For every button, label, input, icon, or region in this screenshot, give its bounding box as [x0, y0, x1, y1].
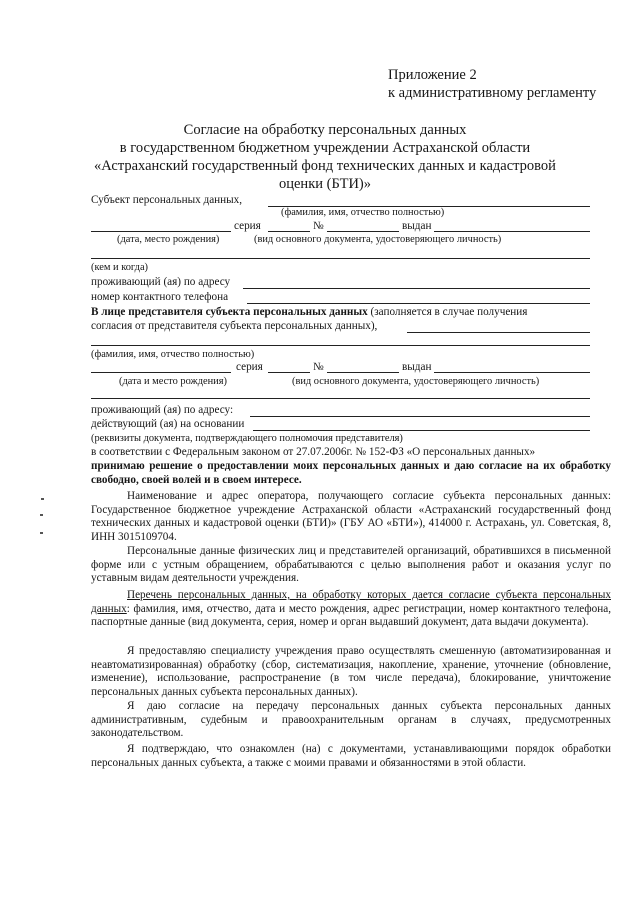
rep-fio-hint: (фамилия, имя, отчество полностью) — [91, 349, 255, 360]
address-field[interactable] — [243, 288, 590, 289]
number-field[interactable] — [327, 231, 399, 232]
rep-issued-field[interactable] — [434, 372, 590, 373]
operator-text: Наименование и адрес оператора, получающего согласие субъекта персональных данных: Государственное бюджетное учреждение Астраханской области «Астраханский государственный фонд технических данных и кадастровой оценки (БТИ)» (ГБУ АО «БТИ»), 414000 г. Астрахань, ул. Советская, 8, ИНН 3015109704. — [91, 490, 611, 543]
representative-note-2: согласия от представителя субъекта персональных данных), — [91, 320, 378, 332]
rep-birth-hint: (дата и место рождения) — [119, 376, 227, 387]
document-title-line-1: Согласие на обработку персональных данных — [183, 122, 467, 138]
birth-hint: (дата, место рождения) — [117, 234, 220, 245]
rep-acting-hint: (реквизиты документа, подтверждающего полномочия представителя) — [91, 433, 403, 444]
acknowledgement-text: Я подтверждаю, что ознакомлен (на) с документами, устанавливающими порядок обработки персональных данных субъекта, а также с моими правами и обязанностями в этой области. — [91, 743, 611, 769]
acknowledgement-paragraph — [91, 743, 611, 770]
transfer-paragraph — [91, 700, 611, 741]
rep-acting-label: действующий (ая) на основании — [91, 418, 245, 430]
consent-decision: принимаю решение о предоставлении моих персональных данных и даю согласие на их обработку свободно, своей волей и в своем интересе. — [91, 460, 611, 486]
representative-note: (заполняется в случае получения — [370, 306, 528, 318]
rep-number-field[interactable] — [327, 372, 399, 373]
doc-hint: (вид основного документа, удостоверяющего личность) — [254, 234, 502, 245]
issued-field[interactable] — [434, 231, 590, 232]
rep-series-field[interactable] — [268, 372, 310, 373]
transfer-text: Я даю согласие на передачу персональных данных субъекта персональных данных административным, судебным и правоохранительным органам в случаях, предусмотренных законодательством. — [91, 700, 611, 740]
series-field[interactable] — [268, 231, 310, 232]
document-title-line-4: оценки (БТИ)» — [278, 176, 371, 192]
scan-mark — [40, 532, 43, 534]
phone-field[interactable] — [247, 303, 590, 304]
appendix-number: Приложение 2 — [388, 67, 477, 83]
residing-label: проживающий (ая) по адресу — [91, 276, 231, 288]
processing-paragraph — [91, 645, 611, 699]
document-title-line-2: в государственном бюджетном учреждении Астраханской области — [119, 140, 531, 156]
appendix-reference: к административному регламенту — [388, 85, 597, 101]
representative-name-field-2[interactable] — [91, 345, 590, 346]
phone-label: номер контактного телефона — [91, 291, 229, 303]
representative-name-field[interactable] — [407, 332, 590, 333]
rep-residing-label: проживающий (ая) по адресу: — [91, 404, 234, 416]
rep-authority-field[interactable] — [253, 430, 590, 431]
fio-hint: (фамилия, имя, отчество полностью) — [281, 207, 445, 218]
rep-number-label: № — [313, 361, 324, 373]
rep-series-label: серия — [236, 361, 263, 373]
rep-issued-by-field[interactable] — [91, 398, 590, 399]
data-list-heading: Перечень персональных данных, на обработку которых дается согласие субъекта персональных данных — [91, 589, 611, 615]
birth-date-place-field[interactable] — [91, 231, 231, 232]
data-list-paragraph — [91, 589, 611, 630]
document-title-line-3: «Астраханский государственный фонд технических данных и кадастровой — [94, 158, 556, 174]
scan-mark — [41, 498, 44, 500]
scan-mark — [40, 514, 43, 516]
representative-heading: В лице представителя субъекта персональных данных — [91, 306, 368, 318]
rep-address-field[interactable] — [250, 416, 590, 417]
operator-paragraph — [91, 490, 611, 544]
subject-label: Субъект персональных данных, — [91, 194, 243, 206]
rep-birth-field[interactable] — [91, 372, 231, 373]
purpose-text: Персональные данные физических лиц и представителей организаций, обратившихся в письменной форме или с устным обращением, обрабатываются с целью выполнения работ и оказания услуг по уставным видам деятельности учреждения. — [91, 545, 611, 585]
law-reference: в соответствии с Федеральным законом от 27.07.2006г. № 152-ФЗ «О персональных данных» — [91, 446, 536, 458]
number-label: № — [313, 220, 324, 232]
series-label: серия — [234, 220, 261, 232]
issued-by-field[interactable] — [91, 258, 590, 259]
rep-issued-label: выдан — [402, 361, 432, 373]
processing-text: Я предоставляю специалисту учреждения право осуществлять смешенную (автоматизированная и неавтоматизированная) обработку (сбор, систематизация, накопление, хранение, уточнение (обновление, изменение), использование, распространение (в том числе передача), блокирование, уничтожение персональных данных субъекта персональных данных). — [91, 645, 611, 698]
data-list-text: : фамилия, имя, отчество, дата и место рождения, адрес регистрации, номер контактного телефона, паспортные данные (вид документа, серия, номер и орган выдавший документ, дата выдачи документа). — [91, 602, 611, 629]
when-by-whom-hint: (кем и когда) — [91, 262, 149, 273]
purpose-paragraph — [91, 545, 611, 586]
issued-label: выдан — [402, 220, 432, 232]
rep-doc-hint: (вид основного документа, удостоверяющего личность) — [292, 376, 540, 387]
